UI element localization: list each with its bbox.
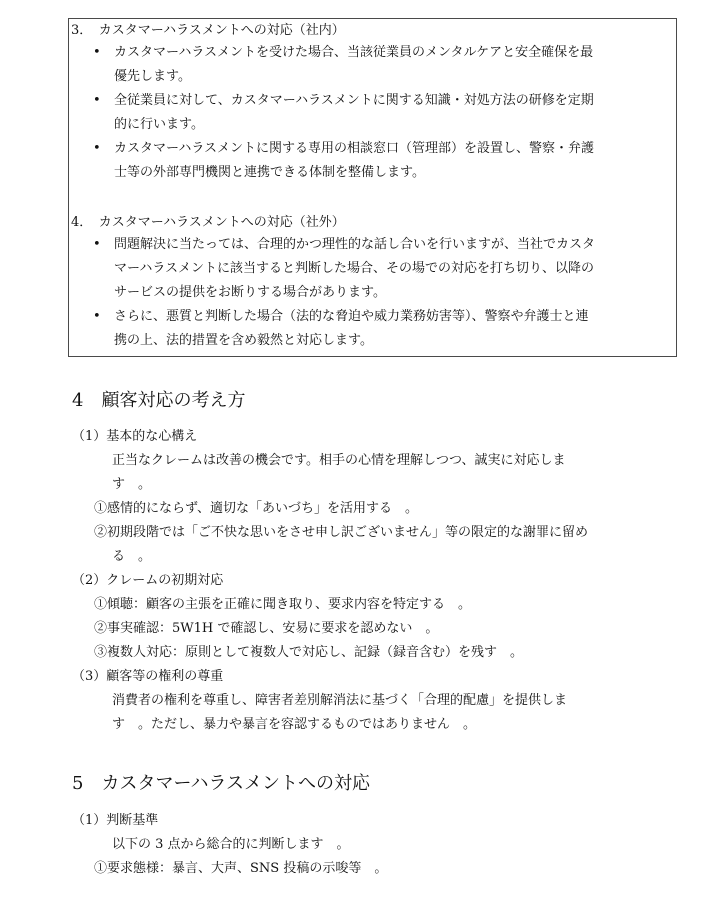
section-4-title: 4 顧客対応の考え方 [72,390,246,411]
section-4-3-label: （3）顧客等の権利の尊重 [72,669,224,684]
box-heading-internal: 3． カスタマーハラスメントへの対応（社内） [71,23,345,38]
section-4-3-text-line-2: す 。ただし、暴力や暴言を容認するものではありません 。 [112,717,477,732]
bullet-icon: • [93,141,101,156]
section-4-1-text-line-2: す 。 [112,477,152,492]
policy-box [68,18,677,357]
section-4-2-point-2: ②事実確認：5W1H で確認し、安易に要求を認めない 。 [94,621,439,636]
bullet-icon: • [93,45,101,60]
section-4-1-point-1: ①感情的にならず、適切な「あいづち」を活用する 。 [94,501,418,516]
internal-item-3: カスタマーハラスメントに関する専用の相談窓口（管理部）を設置し、警察・弁護 士等の外部専門機関と連携できる体制を整備します。 [114,141,594,180]
section-5-1-label: （1）判断基準 [72,813,159,828]
section-5-1-point-1: ①要求態様：暴言、大声、SNS 投稿の示唆等 。 [94,861,388,876]
bullet-icon: • [93,237,101,252]
bullet-icon: • [93,93,101,108]
section-4-1-label: （1）基本的な心構え [72,429,198,444]
internal-item-1: カスタマーハラスメントを受けた場合、当該従業員のメンタルケアと安全確保を最 優先します。 [114,45,594,84]
section-4-2-point-1: ①傾聴：顧客の主張を正確に聞き取り、要求内容を特定する 。 [94,597,472,612]
section-4-1-point-2-line-1: ②初期段階では「ご不快な思いをさせ申し訳ございません」等の限定的な謝罪に留め [94,525,589,540]
external-item-2: さらに、悪質と判断した場合（法的な脅迫や威力業務妨害等）、警察や弁護士と連 携の上、法的措置を含め毅然と対応します。 [114,309,589,348]
section-4-3-text-line-1: 消費者の権利を尊重し、障害者差別解消法に基づく「合理的配慮」を提供しま [112,693,568,708]
bullet-icon: • [93,309,101,324]
section-4-1-text-line-1: 正当なクレームは改善の機会です。相手の心情を理解しつつ、誠実に対応しま [112,453,566,468]
external-item-1: 問題解決に当たっては、合理的かつ理性的な話し合いを行いますが、当社でカスタ マーハラスメントに該当すると判断した場合、その場での対応を打ち切り、以降の サービスの提供をお断りする場合があります。 [114,237,596,300]
section-5-1-text: 以下の 3 点から総合的に判断します 。 [112,837,350,852]
section-4-2-label: （2）クレームの初期対応 [72,573,224,588]
section-5-title: 5 カスタマーハラスメントへの対応 [72,773,371,794]
section-4-1-point-2-line-2: る 。 [112,549,152,564]
box-heading-external: 4． カスタマーハラスメントへの対応（社外） [71,215,345,230]
internal-item-2: 全従業員に対して、カスタマーハラスメントに関する知識・対処方法の研修を定期 的に行います。 [114,93,594,132]
section-4-2-point-3: ③複数人対応：原則として複数人で対応し、記録（録音含む）を残す 。 [94,645,524,660]
